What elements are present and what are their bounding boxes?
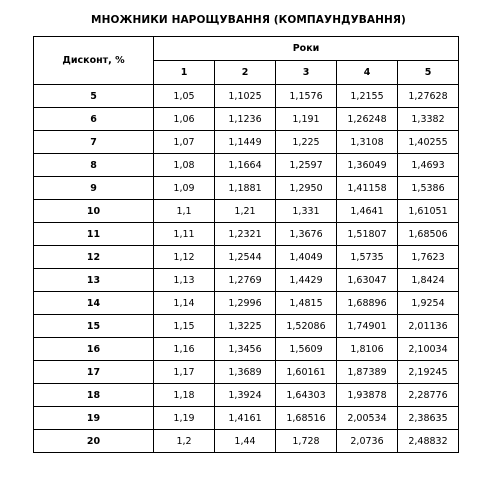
discount-cell: 14 [34,292,154,315]
table-body [34,85,459,453]
factor-cell: 1,4049 [276,246,337,269]
table-row [34,223,459,246]
factor-cell: 1,8424 [398,269,459,292]
factor-cell: 1,1576 [276,85,337,108]
discount-cell: 5 [34,85,154,108]
table-row [34,177,459,200]
factor-cell: 1,3456 [215,338,276,361]
table-row [34,154,459,177]
discount-cell: 17 [34,361,154,384]
factor-cell: 1,07 [154,131,215,154]
factor-cell: 1,2769 [215,269,276,292]
factor-cell: 1,93878 [337,384,398,407]
years-header: Роки [154,37,459,61]
factor-cell: 1,44 [215,430,276,453]
discount-cell: 19 [34,407,154,430]
year-header: 5 [398,61,459,85]
factor-cell: 1,3225 [215,315,276,338]
factor-cell: 1,1236 [215,108,276,131]
factor-cell: 1,14 [154,292,215,315]
factor-cell: 1,68896 [337,292,398,315]
factor-cell: 1,1881 [215,177,276,200]
factor-cell: 1,26248 [337,108,398,131]
factor-cell: 1,21 [215,200,276,223]
discount-cell: 20 [34,430,154,453]
factor-cell: 1,1664 [215,154,276,177]
table-row [34,200,459,223]
factor-cell: 1,18 [154,384,215,407]
factor-cell: 1,2 [154,430,215,453]
table-title: МНОЖНИКИ НАРОЩУВАННЯ (КОМПАУНДУВАННЯ) [91,14,406,26]
factor-cell: 1,63047 [337,269,398,292]
factor-cell: 1,2321 [215,223,276,246]
factor-cell: 1,06 [154,108,215,131]
table-row [34,361,459,384]
factor-cell: 1,16 [154,338,215,361]
table-row [34,269,459,292]
factor-cell: 1,5609 [276,338,337,361]
year-header: 4 [337,61,398,85]
factor-cell: 1,7623 [398,246,459,269]
factor-cell: 1,64303 [276,384,337,407]
factor-cell: 2,19245 [398,361,459,384]
factor-cell: 1,15 [154,315,215,338]
discount-cell: 9 [34,177,154,200]
year-header: 2 [215,61,276,85]
factor-cell: 1,19 [154,407,215,430]
factor-cell: 1,4693 [398,154,459,177]
factor-cell: 1,1025 [215,85,276,108]
factor-cell: 1,41158 [337,177,398,200]
factor-cell: 1,225 [276,131,337,154]
factor-cell: 2,00534 [337,407,398,430]
table-row [34,407,459,430]
factor-cell: 2,0736 [337,430,398,453]
factor-cell: 1,5386 [398,177,459,200]
factor-cell: 1,1 [154,200,215,223]
factor-cell: 1,728 [276,430,337,453]
factor-cell: 1,3924 [215,384,276,407]
table-row [34,85,459,108]
table-row [34,338,459,361]
factor-cell: 1,3676 [276,223,337,246]
factor-cell: 1,61051 [398,200,459,223]
factor-cell: 2,28776 [398,384,459,407]
discount-cell: 8 [34,154,154,177]
year-header: 1 [154,61,215,85]
factor-cell: 1,2544 [215,246,276,269]
factor-cell: 1,05 [154,85,215,108]
table-row [34,246,459,269]
factor-cell: 1,60161 [276,361,337,384]
table-row [34,315,459,338]
factor-cell: 1,13 [154,269,215,292]
discount-cell: 16 [34,338,154,361]
factor-cell: 1,331 [276,200,337,223]
discount-cell: 7 [34,131,154,154]
table-row [34,108,459,131]
discount-cell: 10 [34,200,154,223]
factor-cell: 1,09 [154,177,215,200]
factor-cell: 1,3689 [215,361,276,384]
factor-cell: 1,11 [154,223,215,246]
factor-cell: 1,8106 [337,338,398,361]
factor-cell: 1,9254 [398,292,459,315]
factor-cell: 2,38635 [398,407,459,430]
factor-cell: 1,4815 [276,292,337,315]
factor-cell: 1,2950 [276,177,337,200]
factor-cell: 1,12 [154,246,215,269]
factor-cell: 1,1449 [215,131,276,154]
factor-cell: 1,191 [276,108,337,131]
factor-cell: 1,52086 [276,315,337,338]
discount-header: Дисконт, % [34,37,154,85]
factor-cell: 2,10034 [398,338,459,361]
factor-cell: 1,5735 [337,246,398,269]
factor-cell: 1,4161 [215,407,276,430]
table-row [34,384,459,407]
factor-cell: 1,2597 [276,154,337,177]
factor-cell: 2,01136 [398,315,459,338]
factor-cell: 1,3108 [337,131,398,154]
table-row [34,292,459,315]
factor-cell: 1,17 [154,361,215,384]
compounding-factors-table [33,36,459,453]
factor-cell: 1,2996 [215,292,276,315]
factor-cell: 1,68506 [398,223,459,246]
discount-cell: 12 [34,246,154,269]
factor-cell: 1,3382 [398,108,459,131]
factor-cell: 1,87389 [337,361,398,384]
discount-cell: 6 [34,108,154,131]
discount-cell: 13 [34,269,154,292]
factor-cell: 1,4641 [337,200,398,223]
factor-cell: 1,68516 [276,407,337,430]
factor-cell: 1,27628 [398,85,459,108]
discount-cell: 11 [34,223,154,246]
table-row [34,430,459,453]
factor-cell: 1,4429 [276,269,337,292]
year-header: 3 [276,61,337,85]
factor-cell: 2,48832 [398,430,459,453]
factor-cell: 1,40255 [398,131,459,154]
discount-cell: 18 [34,384,154,407]
factor-cell: 1,74901 [337,315,398,338]
discount-cell: 15 [34,315,154,338]
table-row [34,131,459,154]
factor-cell: 1,2155 [337,85,398,108]
factor-cell: 1,51807 [337,223,398,246]
factor-cell: 1,08 [154,154,215,177]
factor-cell: 1,36049 [337,154,398,177]
